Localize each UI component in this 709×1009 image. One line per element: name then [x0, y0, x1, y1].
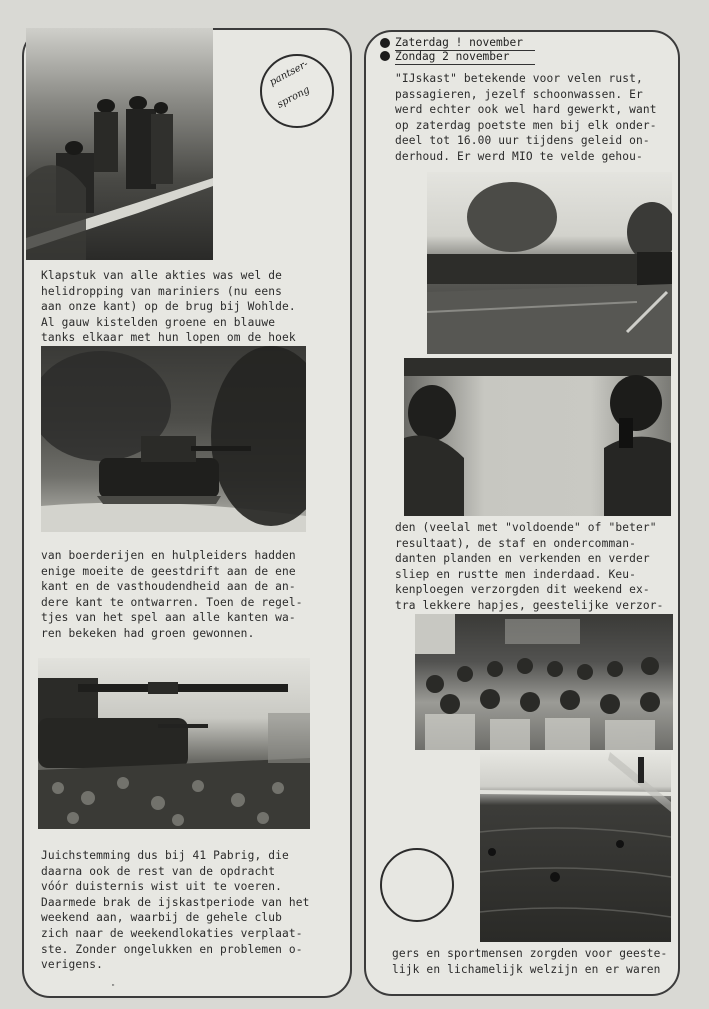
left-text-3: Juichstemming dus bij 41 Pabrig, die daarna ook de rest van de opdracht vóór duisternis wist uit te voeren. Daarmede brak de ijskastperiode van het weekend aan, waarbij de gehele club zich naar de weekendlokaties verplaat- ste. Zonder ongelukken en problemen o- verigens.: [41, 849, 310, 972]
bullet-icon: [380, 38, 390, 48]
date-underline: [395, 64, 535, 65]
photo-vehicle-column: [427, 172, 672, 354]
photo-assembly-hall: [415, 614, 673, 750]
photo-tank-on-road: [41, 346, 306, 532]
left-text-2: van boerderijen en hulpleiders hadden enige moeite de geestdrift aan de ene kant en de vasthoudendheid aan de an- dere kant te ontwarren. Toen de regel- tjes van het spel aan alle kanten wa- ren bekeken had groen gewonnen.: [41, 549, 303, 640]
stamp-pantser-sprong: [260, 54, 334, 128]
left-text-1: Klapstuk van alle akties was wel de helidropping van mariniers (nu eens aan onze kant) op de brug bij Wohlde. Al gauw kistelden groene en blauwe tanks elkaar met hun lopen om de hoek: [41, 269, 296, 345]
bullet-icon: [380, 51, 390, 61]
photo-tank-cannon: [38, 658, 310, 829]
right-text-2: den (veelal met "voldoende" of "beter" resultaat), de staf en ondercomman- danten planden en verkenden en verder sliep en rustte men inderdaad. Keu- kenploegen verzorgden dit weekend ex- tra lekkere hapjes, geestelijke verzor-: [395, 521, 664, 612]
photo-swimming-pool: [480, 752, 671, 942]
stamp-line-2: sprong: [275, 84, 312, 111]
empty-circle-mark: [380, 848, 454, 922]
right-text-1: "IJskast" betekende voor velen rust, passagieren, jezelf schoonwassen. Er werd echter ook wel hard gewerkt, want op zaterdag poetste men bij elk onder- deel tot 16.00 uur tijdens geleid on- derhoud. Er werd MIO te velde gehou-: [395, 72, 657, 163]
right-text-3: gers en sportmensen zorgden voor geeste- lijk en lichamelijk welzijn en er waren: [392, 947, 668, 976]
date-line-saturday: Zaterdag ! november: [395, 36, 523, 49]
stamp-line-1: pantser-: [267, 58, 311, 89]
corner-mark: ": [111, 983, 116, 991]
photo-officers-telephone: [404, 358, 671, 516]
date-line-sunday: Zondag 2 november: [395, 50, 510, 63]
photo-soldiers-roadside: [26, 28, 213, 260]
